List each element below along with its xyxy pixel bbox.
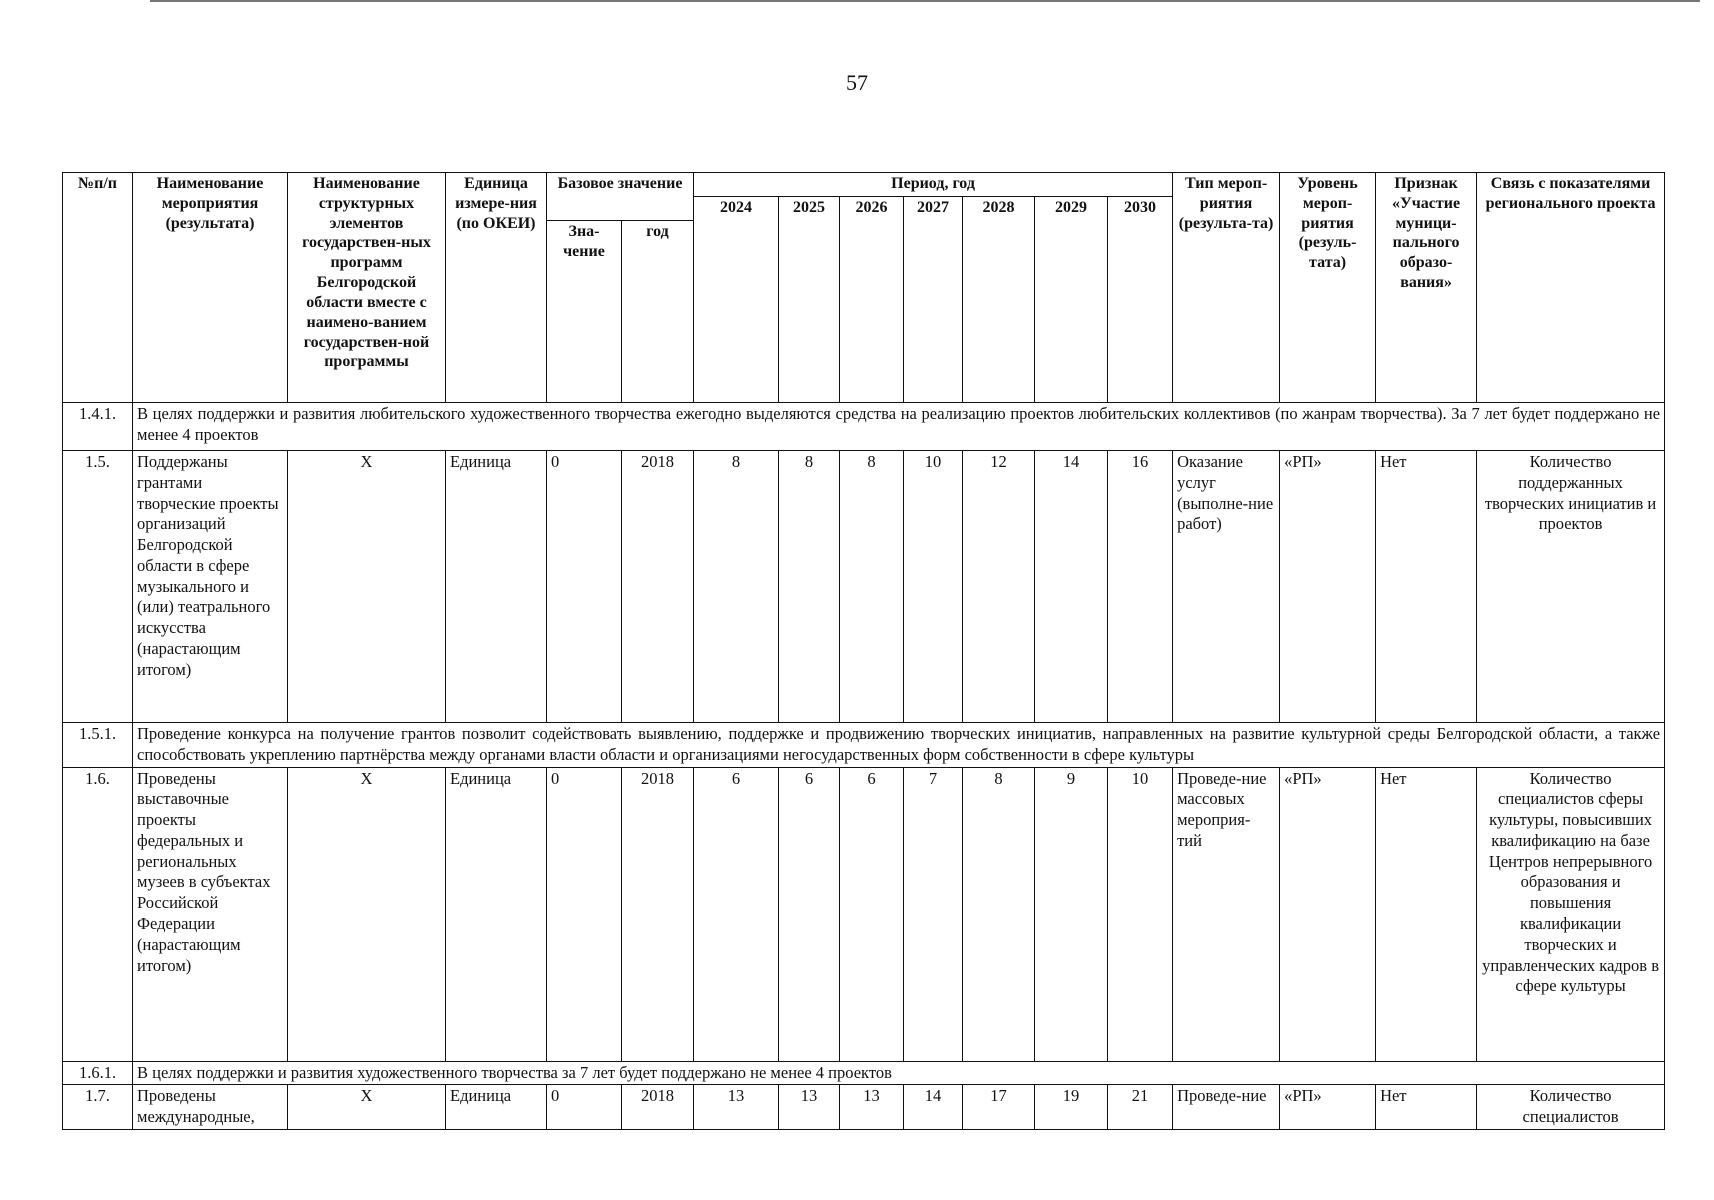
header-level: Уровень мероп-риятия (резуль-тата)	[1280, 173, 1376, 403]
base-value: 0	[547, 451, 622, 723]
header-year: 2030	[1108, 197, 1173, 403]
table-header	[63, 173, 1665, 403]
unit: Единица	[446, 767, 547, 1061]
value-2027: 7	[904, 767, 963, 1061]
event-name: Проведены международные,	[133, 1085, 288, 1130]
event-level: «РП»	[1280, 767, 1376, 1061]
header-year: 2028	[963, 197, 1035, 403]
value-2025: 8	[779, 451, 840, 723]
municipal-sign: Нет	[1376, 451, 1477, 723]
event-type: Проведе-ние массовых мероприя-тий	[1173, 767, 1280, 1061]
base-value: 0	[547, 767, 622, 1061]
header-year: 2027	[904, 197, 963, 403]
municipal-sign: Нет	[1376, 1085, 1477, 1130]
header-year: 2024	[694, 197, 779, 403]
value-2028: 8	[963, 767, 1035, 1061]
value-2029: 9	[1035, 767, 1108, 1061]
event-level: «РП»	[1280, 1085, 1376, 1130]
value-2029: 14	[1035, 451, 1108, 723]
scan-top-edge	[150, 0, 1700, 2]
base-year: 2018	[622, 767, 694, 1061]
table-row	[63, 1085, 1665, 1130]
row-note-text: В целях поддержки и развития любительского художественного творчества ежегодно выделяются средства на реализацию проектов любительских коллективов (по жанрам творчества). За 7 лет будет поддержано не менее 4 проектов	[133, 403, 1665, 451]
table-row	[63, 767, 1665, 1061]
page-number: 57	[846, 70, 868, 95]
row-number: 1.7.	[63, 1085, 133, 1130]
unit: Единица	[446, 451, 547, 723]
value-2026: 8	[840, 451, 904, 723]
row-number: 1.5.	[63, 451, 133, 723]
value-2028: 17	[963, 1085, 1035, 1130]
header-link: Связь с показателями регионального проекта	[1477, 173, 1665, 403]
struct-element: Х	[288, 767, 446, 1061]
value-2028: 12	[963, 451, 1035, 723]
table-row-note	[63, 723, 1665, 768]
event-name: Проведены выставочные проекты федеральных и региональных музеев в субъектах Российской Федерации (нарастающим итогом)	[133, 767, 288, 1061]
value-2025: 13	[779, 1085, 840, 1130]
header-year: 2029	[1035, 197, 1108, 403]
header-base: Базовое значение	[547, 173, 694, 221]
header-year: 2025	[779, 197, 840, 403]
events-table	[62, 172, 1665, 1130]
value-2029: 19	[1035, 1085, 1108, 1130]
table-row-note	[63, 403, 1665, 451]
event-type: Проведе-ние	[1173, 1085, 1280, 1130]
row-number: 1.6.	[63, 767, 133, 1061]
table-row-note	[63, 1061, 1665, 1085]
base-value: 0	[547, 1085, 622, 1130]
event-type: Оказание услуг (выполне-ние работ)	[1173, 451, 1280, 723]
value-2024: 13	[694, 1085, 779, 1130]
header-type: Тип мероп-риятия (результа-та)	[1173, 173, 1280, 403]
header-sign: Признак «Участие муници-пального образо-вания»	[1376, 173, 1477, 403]
value-2024: 8	[694, 451, 779, 723]
struct-element: Х	[288, 451, 446, 723]
base-year: 2018	[622, 1085, 694, 1130]
base-year: 2018	[622, 451, 694, 723]
header-base-value: Зна-чение	[547, 221, 622, 403]
header-base-year: год	[622, 221, 694, 403]
header-period: Период, год	[694, 173, 1173, 197]
value-2030: 16	[1108, 451, 1173, 723]
value-2026: 13	[840, 1085, 904, 1130]
header-struct: Наименование структурных элементов государствен-ных программ Белгородской области вместе с наимено-ванием государствен-ной программы	[288, 173, 446, 403]
header-year: 2026	[840, 197, 904, 403]
value-2030: 10	[1108, 767, 1173, 1061]
row-number: 1.6.1.	[63, 1061, 133, 1085]
header-unit: Единица измере-ния (по ОКЕИ)	[446, 173, 547, 403]
header-name: Наименование мероприятия (результата)	[133, 173, 288, 403]
value-2024: 6	[694, 767, 779, 1061]
event-level: «РП»	[1280, 451, 1376, 723]
row-note-text: В целях поддержки и развития художественного творчества за 7 лет будет поддержано не менее 4 проектов	[133, 1061, 1665, 1085]
header-num: №п/п	[63, 173, 133, 403]
row-note-text: Проведение конкурса на получение грантов позволит содействовать выявлению, поддержке и продвижению творческих инициатив, направленных на развитие культурной среды Белгородской области, а также способствовать укреплению партнёрства между органами власти области и организациями негосударственных форм собственности в сфере культуры	[133, 723, 1665, 768]
project-link: Количество специалистов	[1477, 1085, 1665, 1130]
value-2025: 6	[779, 767, 840, 1061]
municipal-sign: Нет	[1376, 767, 1477, 1061]
struct-element: Х	[288, 1085, 446, 1130]
value-2030: 21	[1108, 1085, 1173, 1130]
table-row	[63, 451, 1665, 723]
table-body	[63, 403, 1665, 1130]
value-2027: 10	[904, 451, 963, 723]
row-number: 1.5.1.	[63, 723, 133, 768]
row-number: 1.4.1.	[63, 403, 133, 451]
value-2026: 6	[840, 767, 904, 1061]
unit: Единица	[446, 1085, 547, 1130]
project-link: Количество поддержанных творческих инициатив и проектов	[1477, 451, 1665, 723]
event-name: Поддержаны грантами творческие проекты организаций Белгородской области в сфере музыкального и (или) театрального искусства (нарастающим итогом)	[133, 451, 288, 723]
project-link: Количество специалистов сферы культуры, повысивших квалификацию на базе Центров непрерывного образования и повышения квалификации творческих и управленческих кадров в сфере культуры	[1477, 767, 1665, 1061]
value-2027: 14	[904, 1085, 963, 1130]
